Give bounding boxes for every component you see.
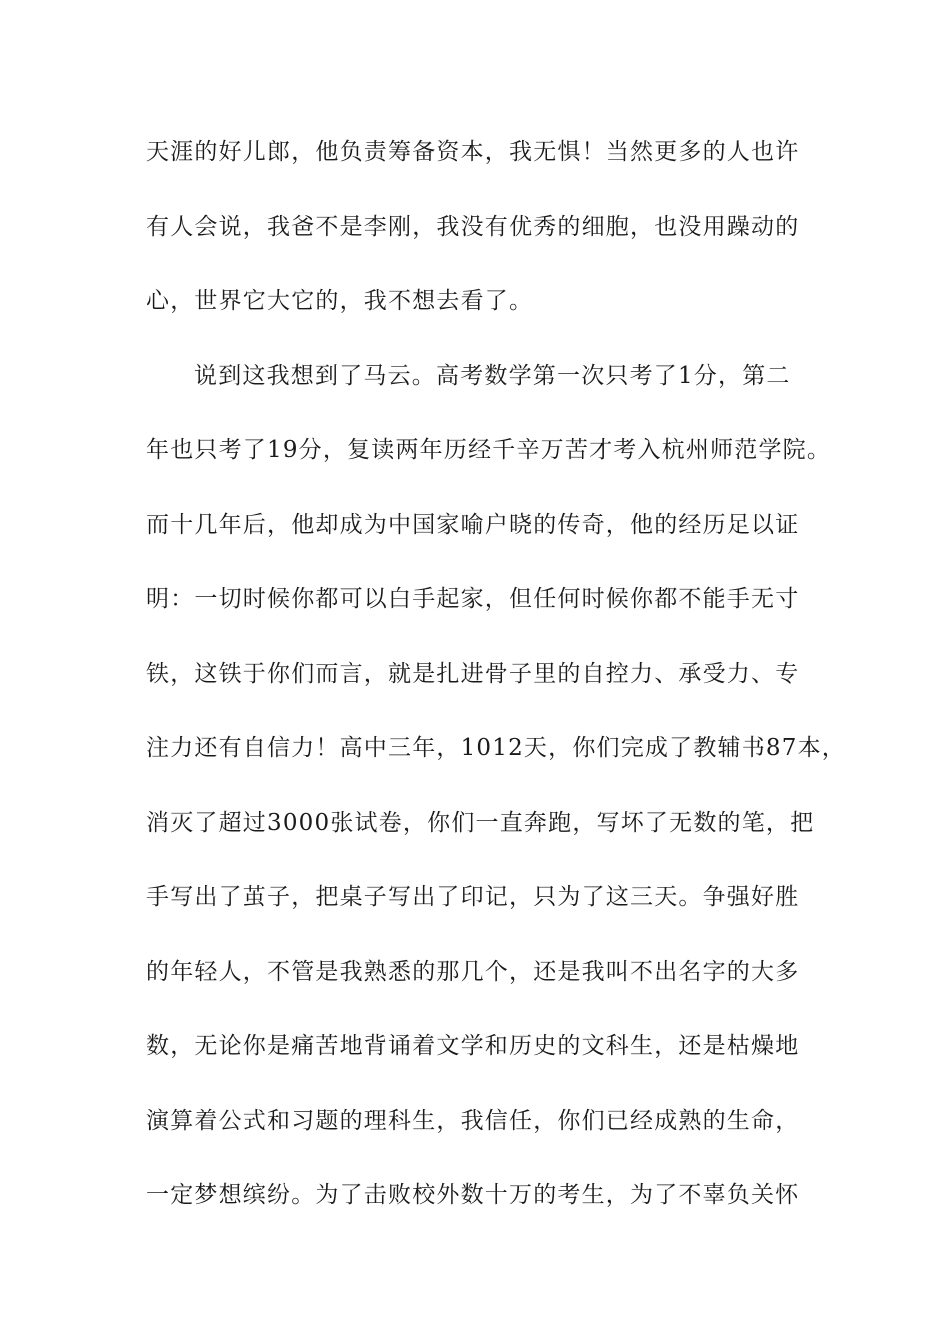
text-line: 演算着公式和习题的理科生，我信任，你们已经成熟的生命，: [146, 1107, 800, 1134]
text-line: 的年轻人，不管是我熟悉的那几个，还是我叫不出名字的大多: [146, 958, 800, 985]
text-line: 数，无论你是痛苦地背诵着文学和历史的文科生，还是枯燥地: [146, 1033, 800, 1059]
text-line: 消灭了超过3000张试卷，你们一直奔跑，写坏了无数的笔，把: [146, 809, 815, 836]
text-line: 一定梦想缤纷。为了击败校外数十万的考生，为了不辜负关怀: [146, 1182, 800, 1208]
text-line: 手写出了茧子，把桌子写出了印记，只为了这三天。争强好胜: [146, 884, 800, 910]
text-line: 天涯的好儿郎，他负责筹备资本，我无惧！当然更多的人也许: [146, 139, 800, 165]
text-line: 铁，这铁于你们而言，就是扎进骨子里的自控力、承受力、专: [146, 660, 800, 687]
paragraph-first-line: 说到这我想到了马云。高考数学第一次只考了1分，第二: [194, 362, 791, 389]
text-line: 心，世界它大它的，我不想去看了。: [146, 288, 534, 314]
text-line: 而十几年后，他却成为中国家喻户晓的传奇，他的经历足以证: [146, 511, 800, 538]
body-text: [146, 120, 846, 1238]
text-line: 明：一切时候你都可以白手起家，但任何时候你都不能手无寸: [146, 586, 800, 612]
text-line: 年也只考了19分，复读两年历经千辛万苦才考入杭州师范学院。: [146, 437, 832, 463]
text-line: 有人会说，我爸不是李刚，我没有优秀的细胞，也没用躁动的: [146, 213, 800, 240]
text-line: 注力还有自信力！高中三年，1012天，你们完成了教辅书87本，: [146, 735, 846, 761]
